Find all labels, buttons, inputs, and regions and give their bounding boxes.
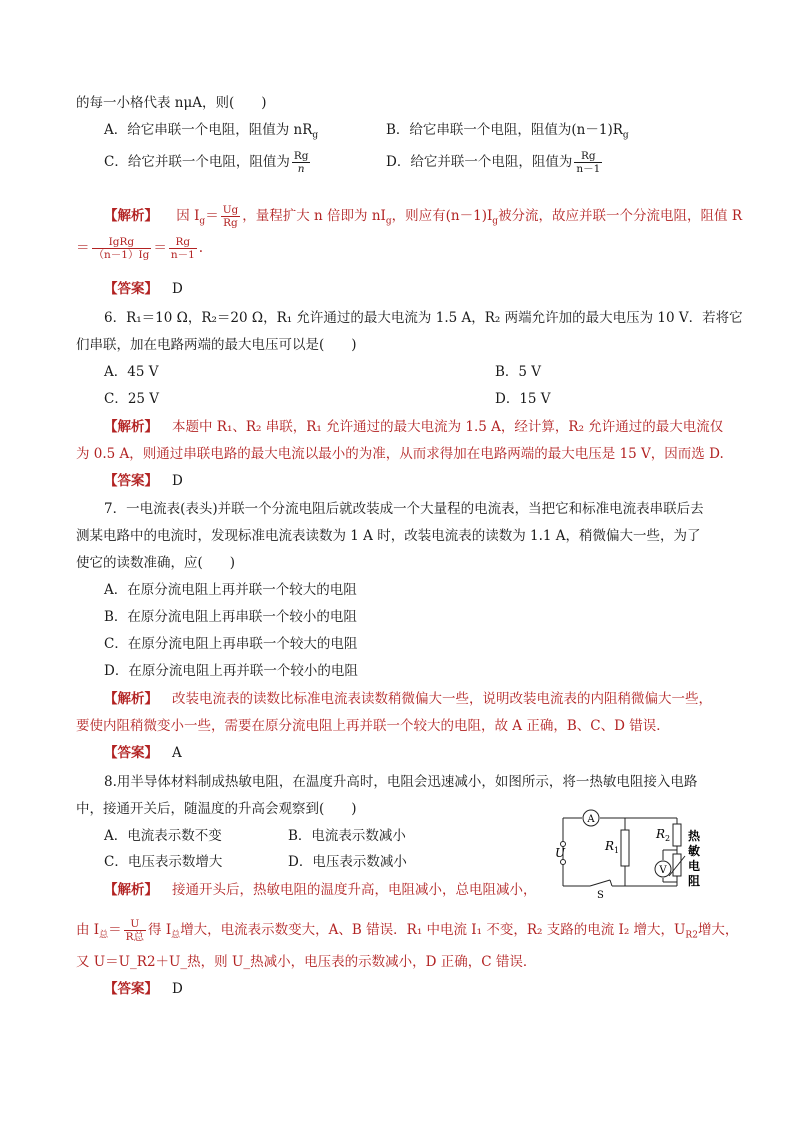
q8-answer: 【答案】 D [104,981,183,997]
q5-option-d: D．给它并联一个电阻，阻值为 $\frac{Rg}{n-1}$ [386,150,601,175]
q7-stem-line3: 使它的读数准确，应( ) [76,555,236,571]
q6-analysis-line2: 为 0.5 A，则通过串联电路的最大电流以最小的为准，从而求得加在电路两端的最大电压是 15 V，因而选 D. [76,446,724,462]
thermistor-label-4: 阻 [688,874,701,888]
q7-analysis-line1: 【解析】 改装电流表的读数比标准电流表读数稍微偏大一些，说明改装电流表的内阻稍微偏大一些， [104,691,712,707]
q6-option-c: C．25 V [104,391,160,407]
q5-option-c: C．给它并联一个电阻，阻值为 $\frac{Rg}{n}$ [104,150,309,175]
circuit-diagram [555,800,715,900]
q8-analysis-line2: 由 $I_总=$ $\frac{U}{\text{R总}}$ 得 $I_总$增大，电流表示数变大，A、B 错误．R₁ 中电流 I₁ 不变，R₂ 支路的电流 I₂ 增大，$U_{R2}$增大， [76,918,739,943]
switch-label: S [597,890,604,900]
q7-analysis-line2: 要使内阻稍微变小一些，需要在原分流电阻上再并联一个较大的电阻，故 A 正确，B、C、D 错误． [76,718,670,734]
ammeter-label: A [587,814,595,825]
q7-stem-line2: 测某电路中的电流时，发现标准电流表读数为 1 A 时，改装电流表的读数为 1.1 A，稍微偏大一些，为了 [76,528,701,544]
q6-stem-line2: 们串联，加在电路两端的最大电压可以是( ) [76,337,357,353]
r1-sub: 1 [614,846,620,855]
q5-option-a: A．给它串联一个电阻，阻值为 $nR_g$ [104,122,319,141]
r2-sub: 2 [665,834,671,843]
q8-option-b: B．电流表示数减小 [288,828,406,844]
q5-option-b: B．给它串联一个电阻，阻值为$(n-1)R_g$ [386,122,629,141]
q7-answer: 【答案】 A [104,745,182,761]
q6-option-a: A．45 V [104,364,159,380]
q6-option-d: D．15 V [495,391,551,407]
q8-option-c: C．电压表示数增大 [104,854,223,870]
q5-stem-tail: 的每一小格代表 nμA，则( ) [76,95,267,111]
r2-resistor [673,824,681,846]
q7-option-c: C．在原分流电阻上再串联一个较大的电阻 [104,636,358,652]
q8-option-d: D．电压表示数减小 [288,854,407,870]
voltmeter-label: V [659,865,667,876]
q6-analysis-line1: 【解析】 本题中 R₁、R₂ 串联，R₁ 允许通过的最大电流为 1.5 A，经计算，R₂ 允许通过的最大电流仅 [104,419,724,435]
q6-answer: 【答案】 D [104,473,183,489]
r1-label: R [605,839,615,853]
thermistor-label-3: 电 [688,859,701,873]
thermistor-label-1: 热 [688,829,701,843]
q5-answer: 【答案】 D [104,281,183,297]
q8-stem-line1: 8.用半导体材料制成热敏电阻，在温度升高时，电阻会迅速减小，如图所示，将一热敏电阻接入电路 [104,774,698,790]
q8-analysis-line1: 【解析】 接通开头后，热敏电阻的温度升高，电阻减小，总电阻减小， [104,882,537,898]
q8-analysis-line3: 又 U＝U_R2＋U_热，则 U_热减小，电压表的示数减小，D 正确，C 错误． [76,954,537,970]
q7-option-d: D．在原分流电阻上再并联一个较小的电阻 [104,663,358,679]
q5-analysis-line2: ＝ $\frac{\text{IgRg}}{(n-1)Ig}$ ＝ $\frac{Rg}{n-1}$ . [76,236,204,261]
q8-stem-line2: 中，接通开关后，随温度的升高会观察到( ) [76,801,357,817]
source-label: U [555,846,566,860]
thermistor [673,854,681,876]
q7-stem-line1: 7．一电流表(表头)并联一个分流电阻后就改装成一个大量程的电流表，当把它和标准电流表串联后去 [104,501,704,517]
q6-stem-line1: 6．R₁＝10 Ω，R₂＝20 Ω，R₁ 允许通过的最大电流为 1.5 A，R₂ 两端允许加的最大电压为 10 V．若将它 [104,310,743,326]
q7-option-b: B．在原分流电阻上再串联一个较小的电阻 [104,609,357,625]
r1-resistor [621,830,629,866]
q7-option-a: A．在原分流电阻上再并联一个较大的电阻 [104,582,357,598]
q8-option-a: A．电流表示数不变 [104,828,222,844]
thermistor-label-2: 敏 [688,844,701,858]
q6-option-b: B．5 V [495,364,542,380]
r2-label: R [656,827,666,841]
q5-analysis-line1: 【解析】 因 $I_g=$ $\frac{Ug}{Rg}$ ，量程扩大 n 倍即为 $nI_g$，则应有$(n-1)I_g$被分流，故应并联一个分流电阻，阻值 R [104,204,743,229]
